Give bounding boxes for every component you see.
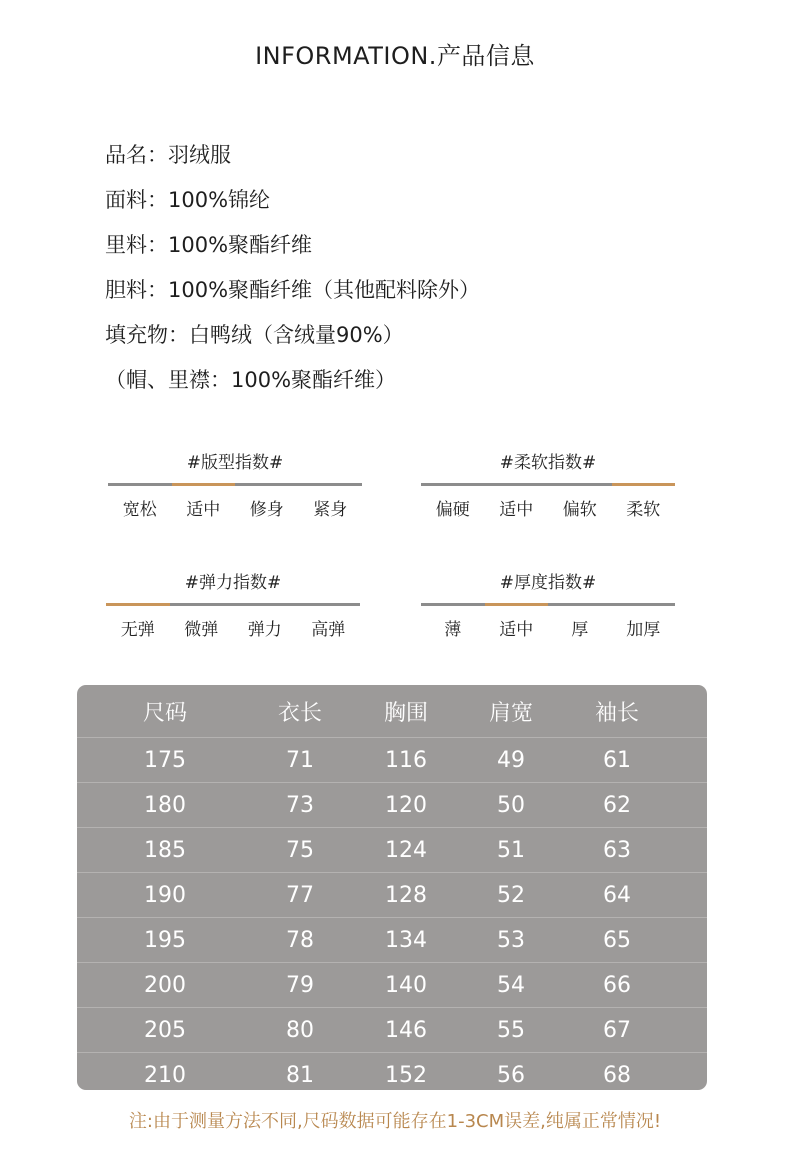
scale-title: #厚度指数# (499, 573, 597, 593)
scale-fit (108, 450, 362, 520)
size-table (77, 685, 707, 1090)
table-cell: 80 (286, 1017, 314, 1043)
table-cell: 53 (497, 927, 525, 953)
header-cell: 衣长 (277, 700, 322, 726)
product-info (105, 136, 480, 406)
table-cell: 195 (144, 927, 186, 953)
scale-label: 柔软 (626, 500, 661, 520)
table-cell: 55 (497, 1017, 525, 1043)
table-cell: 56 (497, 1062, 525, 1088)
scale-label: 适中 (499, 620, 534, 640)
scale-label: 弹力 (247, 620, 282, 640)
table-cell: 152 (385, 1062, 427, 1088)
info-line-fabric: 面料：100%锦纶 (105, 188, 271, 212)
scale-label: 适中 (499, 500, 534, 520)
table-cell: 49 (497, 747, 525, 773)
table-cell: 205 (144, 1017, 186, 1043)
scale-label: 加厚 (626, 620, 661, 640)
header-cell: 尺码 (142, 700, 187, 726)
scale-label: 适中 (186, 500, 221, 520)
table-cell: 51 (497, 837, 525, 863)
scale-thickness (421, 570, 675, 640)
scale-indicator (172, 483, 236, 486)
scale-label: 无弹 (120, 620, 155, 640)
table-row (77, 1007, 707, 1052)
scale-indicator (485, 603, 549, 606)
table-cell: 62 (603, 792, 631, 818)
table-row (77, 1052, 707, 1090)
table-cell: 50 (497, 792, 525, 818)
table-cell: 78 (286, 927, 314, 953)
scale-bar (421, 483, 675, 486)
table-row (77, 782, 707, 827)
table-cell: 77 (286, 882, 314, 908)
scale-label: 偏硬 (435, 500, 470, 520)
table-cell: 124 (385, 837, 427, 863)
scale-label: 微弹 (184, 620, 219, 640)
table-header (77, 685, 707, 737)
table-cell: 63 (603, 837, 631, 863)
scale-label: 薄 (444, 620, 462, 640)
scale-bar (106, 603, 360, 606)
info-line-name: 品名：羽绒服 (105, 143, 231, 167)
table-cell: 61 (603, 747, 631, 773)
table-cell: 116 (385, 747, 427, 773)
scale-label: 厚 (571, 620, 589, 640)
table-cell: 134 (385, 927, 427, 953)
table-cell: 65 (603, 927, 631, 953)
table-row (77, 872, 707, 917)
scale-bar (108, 483, 362, 486)
table-cell: 75 (286, 837, 314, 863)
table-row (77, 737, 707, 782)
header-cell: 胸围 (383, 700, 428, 726)
table-cell: 66 (603, 972, 631, 998)
table-cell: 54 (497, 972, 525, 998)
header-cell: 袖长 (594, 700, 639, 726)
table-cell: 81 (286, 1062, 314, 1088)
scale-label: 紧身 (313, 500, 348, 520)
table-cell: 180 (144, 792, 186, 818)
scale-title: #柔软指数# (499, 453, 597, 473)
header-cell: 肩宽 (488, 700, 533, 726)
info-line-inner: 胆料：100%聚酯纤维（其他配料除外） (105, 278, 481, 302)
scale-label: 修身 (249, 500, 284, 520)
scale-title: #弹力指数# (184, 573, 282, 593)
scale-label: 宽松 (122, 500, 157, 520)
table-cell: 120 (385, 792, 427, 818)
table-cell: 79 (286, 972, 314, 998)
table-cell: 67 (603, 1017, 631, 1043)
scale-label: 偏软 (562, 500, 597, 520)
scale-label: 高弹 (311, 620, 346, 640)
table-cell: 52 (497, 882, 525, 908)
table-cell: 128 (385, 882, 427, 908)
table-cell: 200 (144, 972, 186, 998)
table-cell: 185 (144, 837, 186, 863)
table-cell: 190 (144, 882, 186, 908)
table-cell: 140 (385, 972, 427, 998)
table-cell: 146 (385, 1017, 427, 1043)
table-cell: 210 (144, 1062, 186, 1088)
info-line-hood: （帽、里襟：100%聚酯纤维） (105, 368, 397, 392)
scale-indicator (106, 603, 170, 606)
scale-title: #版型指数# (186, 453, 284, 473)
scale-elasticity (106, 570, 360, 640)
info-line-filling: 填充物：白鸭绒（含绒量90%） (105, 323, 404, 347)
table-cell: 71 (286, 747, 314, 773)
scale-softness (421, 450, 675, 520)
info-line-lining: 里料：100%聚酯纤维 (105, 233, 313, 257)
table-cell: 175 (144, 747, 186, 773)
scale-indicator (612, 483, 676, 486)
table-row (77, 917, 707, 962)
measurement-note: 注:由于测量方法不同,尺码数据可能存在1-3CM误差,纯属正常情况! (128, 1111, 662, 1132)
table-cell: 68 (603, 1062, 631, 1088)
scale-bar (421, 603, 675, 606)
table-row (77, 827, 707, 872)
table-cell: 73 (286, 792, 314, 818)
table-cell: 64 (603, 882, 631, 908)
table-row (77, 962, 707, 1007)
page-title: INFORMATION.产品信息 (255, 42, 535, 70)
